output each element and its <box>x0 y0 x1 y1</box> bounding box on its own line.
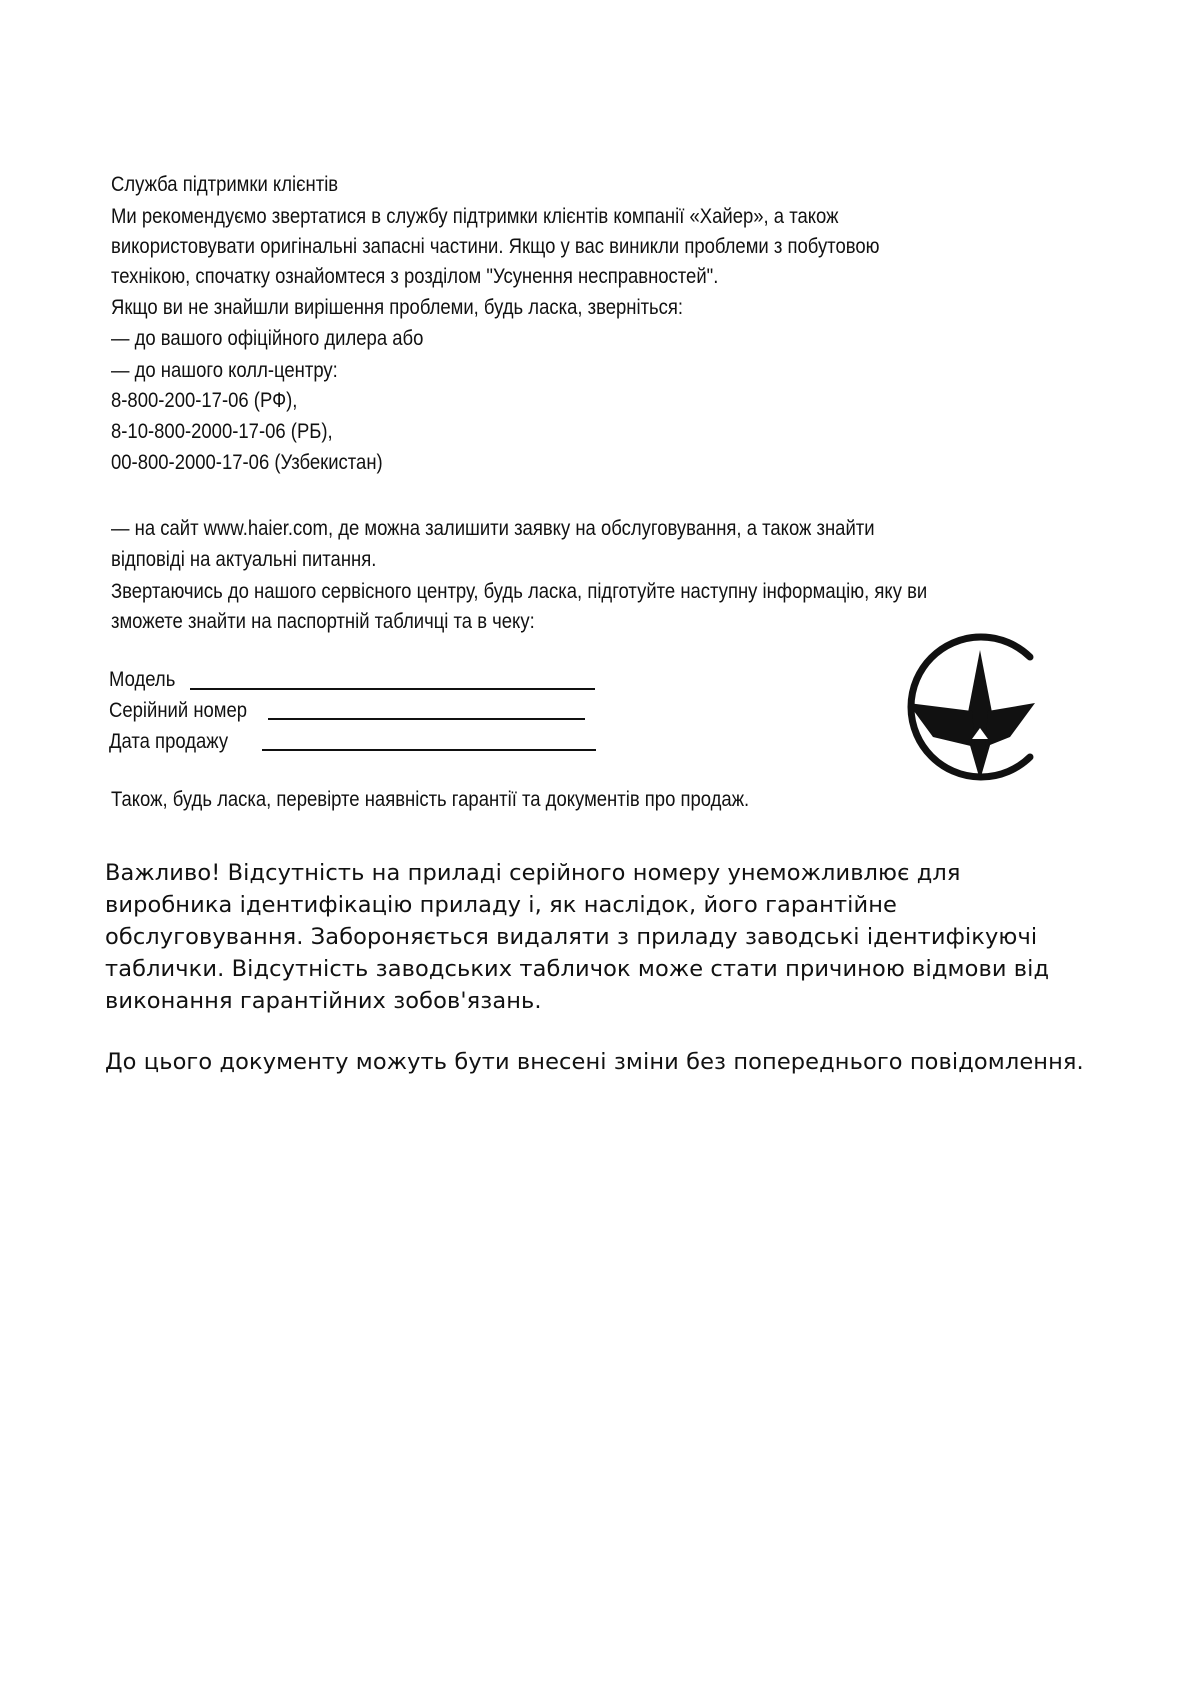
prepare-info-line-1: Звертаючись до нашого сервісного центру, будь ласка, підготуйте наступну інформацію, яку ви <box>111 580 928 603</box>
website-option-line-1: — на сайт www.haier.com, де можна залишити заявку на обслуговування, а також знайти <box>111 517 875 540</box>
important-line-4: таблички. Відсутність заводських табличок може стати причиною відмови від <box>105 956 1050 982</box>
sale-date-label: Дата продажу <box>109 730 229 753</box>
important-line-1: Важливо! Відсутність на приладі серійного номеру унеможливлює для <box>105 860 961 886</box>
website-option-line-2: відповіді на актуальні питання. <box>111 548 377 571</box>
important-line-2: виробника ідентифікацію приладу і, як наслідок, його гарантійне <box>105 892 897 918</box>
support-paragraph-line-3: технікою, спочатку ознайомтеся з розділом "Усунення несправностей". <box>111 265 719 288</box>
model-label: Модель <box>109 668 176 691</box>
phone-uzbekistan: 00-800-2000-17-06 (Узбекистан) <box>111 451 383 474</box>
contact-intro: Якщо ви не знайшли вирішення проблеми, будь ласка, зверніться: <box>111 296 684 319</box>
support-paragraph-line-1: Ми рекомендуємо звертатися в службу підтримки клієнтів компанії «Хайер», а також <box>111 205 839 228</box>
callcenter-option: — до нашого колл-центру: <box>111 359 338 382</box>
sale-date-blank-line <box>262 749 596 751</box>
support-title: Служба підтримки клієнтів <box>111 173 339 196</box>
warranty-check-note: Також, будь ласка, перевірте наявність гарантії та документів про продаж. <box>111 788 750 811</box>
support-paragraph-line-2: використовувати оригінальні запасні частини. Якщо у вас виникли проблеми з побутовою <box>111 235 880 258</box>
change-disclaimer: До цього документу можуть бути внесені зміни без попереднього повідомлення. <box>105 1049 1084 1075</box>
phone-belarus: 8-10-800-2000-17-06 (РБ), <box>111 420 333 443</box>
serial-number-label: Серійний номер <box>109 699 248 722</box>
important-line-3: обслуговування. Забороняється видаляти з приладу заводські ідентифікуючі <box>105 924 1038 950</box>
phone-russia: 8-800-200-17-06 (РФ), <box>111 389 298 412</box>
ukraine-conformity-mark-icon <box>895 633 1045 783</box>
important-line-5: виконання гарантійних зобов'язань. <box>105 988 542 1014</box>
prepare-info-line-2: зможете знайти на паспортній табличці та в чеку: <box>111 610 535 633</box>
dealer-option: — до вашого офіційного дилера або <box>111 327 424 350</box>
model-blank-line <box>190 688 595 690</box>
serial-number-blank-line <box>268 718 585 720</box>
